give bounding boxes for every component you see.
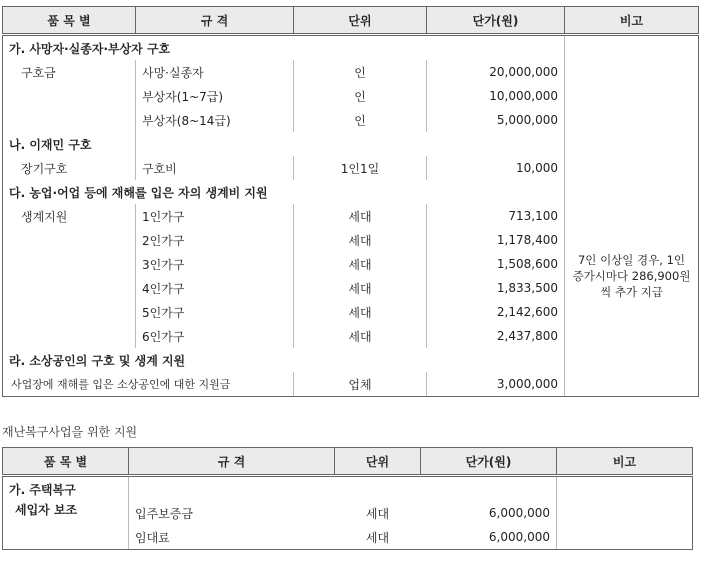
table-row — [3, 60, 699, 84]
header-item: 품 목 별 — [3, 448, 129, 476]
header-price: 단가(원) — [427, 7, 565, 35]
spec-cell: 2인가구 — [136, 228, 294, 252]
section-subtitle: 세입자 보조 — [3, 501, 129, 525]
table-row — [3, 525, 693, 550]
spec-cell: 임대료 — [129, 525, 335, 550]
spec-cell: 5인가구 — [136, 300, 294, 324]
header-spec: 규 격 — [136, 7, 294, 35]
unit-cell: 세대 — [365, 506, 390, 521]
support-table-2 — [2, 447, 693, 550]
section-row — [3, 35, 699, 61]
spec-cell: 부상자(8~14급) — [136, 108, 294, 132]
spec-cell: 사망·실종자 — [136, 60, 294, 84]
spec-cell: 6인가구 — [136, 324, 294, 348]
price-cell: 1,178,400 — [427, 228, 565, 252]
price-cell: 2,437,800 — [427, 324, 565, 348]
price-cell: 20,000,000 — [427, 60, 565, 84]
unit-cell: 세대 — [335, 525, 421, 550]
spec-cell: 3인가구 — [136, 252, 294, 276]
section-title: 가. 사망자·실종자·부상자 구호 — [3, 35, 565, 61]
table-row — [3, 501, 693, 525]
section-row — [3, 348, 699, 372]
note-cell: 7인 이상일 경우, 1인 증가시마다 286,900원씩 추가 지급 — [565, 204, 699, 348]
spec-cell: 구호비 — [136, 156, 294, 180]
unit-cell: 세대 — [294, 228, 427, 252]
section-title: 나. 이재민 구호 — [3, 132, 136, 156]
header-spec: 규 격 — [129, 448, 335, 476]
unit-cell: 인 — [294, 108, 427, 132]
unit-cell: 인 — [294, 84, 427, 108]
price-cell: 713,100 — [427, 204, 565, 228]
unit-cell: 인 — [294, 60, 427, 84]
table-row — [3, 156, 699, 180]
section-row — [3, 132, 699, 156]
item-cell: 장기구호 — [3, 156, 136, 180]
header-item: 품 목 별 — [3, 7, 136, 35]
price-cell: 1,833,500 — [427, 276, 565, 300]
header-note: 비고 — [565, 7, 699, 35]
table-row — [3, 204, 699, 228]
unit-cell: 세대 — [294, 252, 427, 276]
unit-cell: 세대 — [294, 300, 427, 324]
price-cell: 10,000,000 — [427, 84, 565, 108]
table-row — [3, 108, 699, 132]
price-cell: 5,000,000 — [427, 108, 565, 132]
section-title: 라. 소상공인의 구호 및 생계 지원 — [3, 348, 565, 372]
unit-cell: 업체 — [294, 372, 427, 397]
spec-cell: 1인가구 — [136, 204, 294, 228]
item-cell: 생계지원 — [3, 204, 136, 228]
section-title: 가. 주택복구 — [3, 476, 129, 502]
item-cell: 구호금 — [3, 60, 136, 84]
price-cell: 6,000,000 — [488, 506, 550, 520]
unit-cell: 세대 — [294, 276, 427, 300]
item-cell: 사업장에 재해를 입은 소상공인에 대한 지원금 — [3, 372, 294, 397]
table-header-row — [3, 448, 693, 476]
table-row — [3, 372, 699, 397]
price-cell: 10,000 — [427, 156, 565, 180]
section-row — [3, 476, 693, 502]
price-cell: 2,142,600 — [427, 300, 565, 324]
header-unit: 단위 — [294, 7, 427, 35]
unit-cell: 세대 — [294, 324, 427, 348]
spec-cell: 4인가구 — [136, 276, 294, 300]
price-cell: 1,508,600 — [427, 252, 565, 276]
price-cell: 3,000,000 — [427, 372, 565, 397]
section-row — [3, 180, 699, 204]
table-row — [3, 84, 699, 108]
header-note: 비고 — [557, 448, 693, 476]
header-unit: 단위 — [335, 448, 421, 476]
table-header-row — [3, 7, 699, 35]
spec-cell: 입주보증금 — [129, 501, 335, 525]
section-caption: 재난복구사업을 위한 지원 — [2, 425, 138, 439]
price-cell: 6,000,000 — [421, 525, 557, 550]
header-price: 단가(원) — [421, 448, 557, 476]
unit-cell: 1인1일 — [294, 156, 427, 180]
section-title: 다. 농업·어업 등에 재해를 입은 자의 생계비 지원 — [3, 180, 565, 204]
unit-cell: 세대 — [294, 204, 427, 228]
support-table-1 — [2, 6, 699, 397]
spec-cell: 부상자(1~7급) — [136, 84, 294, 108]
